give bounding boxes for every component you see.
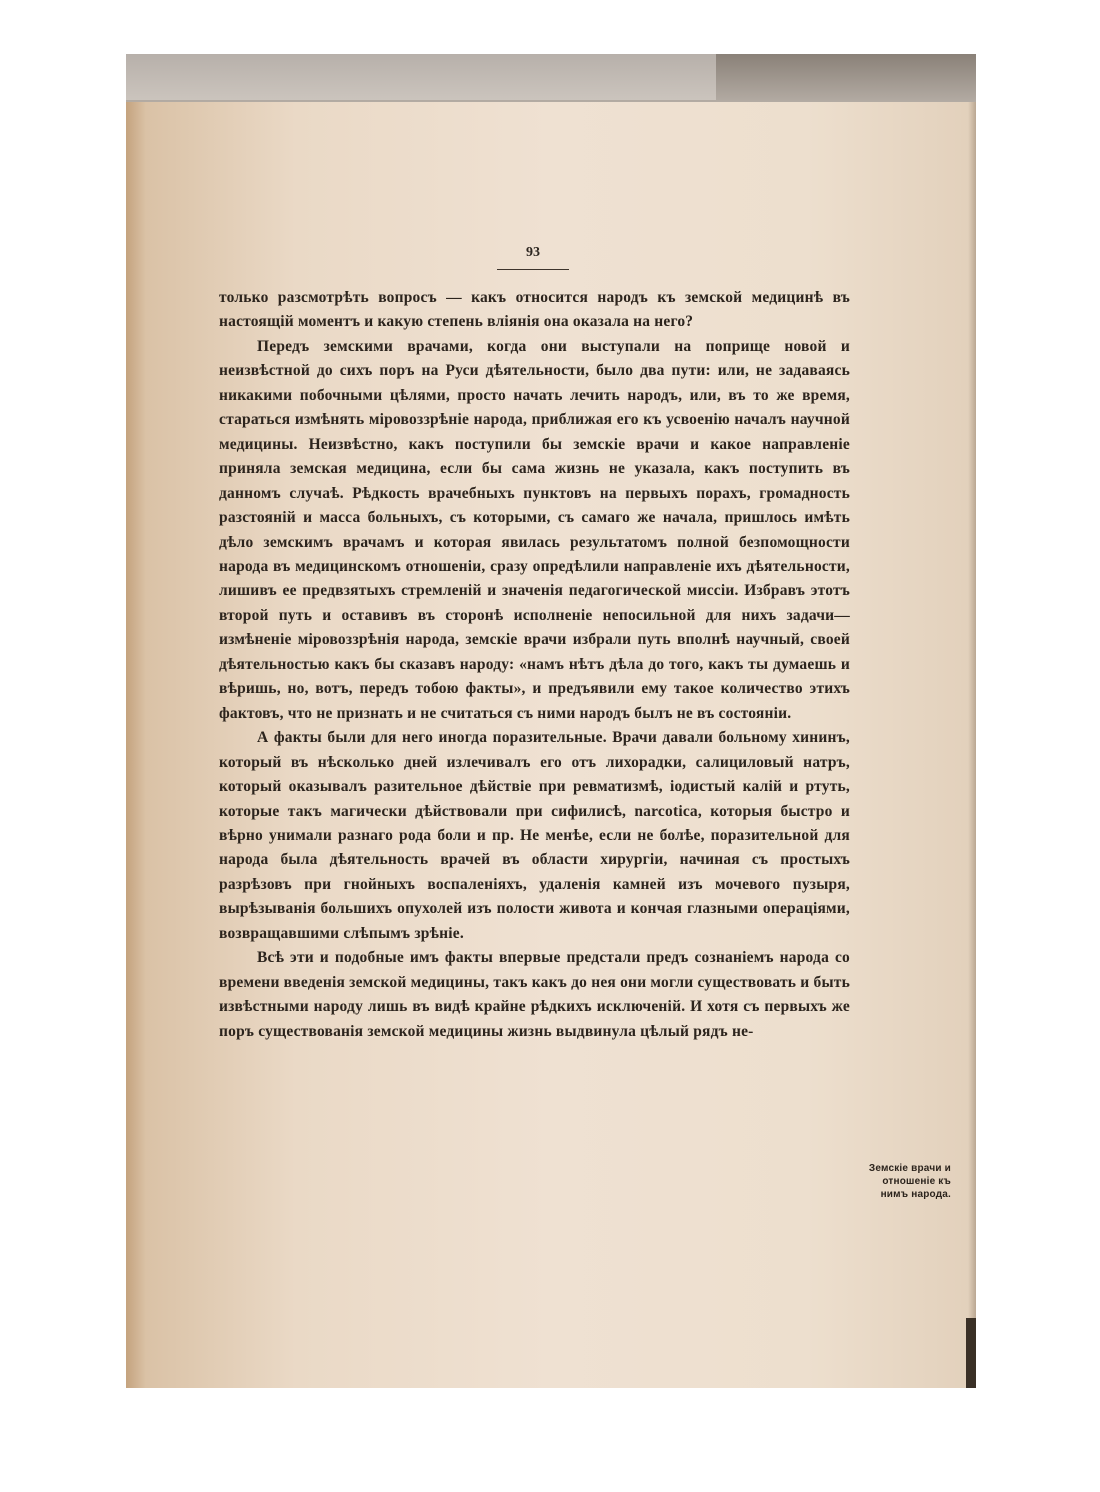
page-number: 93 xyxy=(526,245,540,260)
corner-shadow xyxy=(966,1318,976,1388)
margin-note: Земскіе врачи и отношеніе къ нимъ народа. xyxy=(868,1163,951,1200)
body-text xyxy=(219,286,850,1044)
page-number-rule xyxy=(497,269,569,270)
top-strip-highlight xyxy=(126,54,716,100)
binding-shadow xyxy=(126,102,146,1388)
paragraph-3: А факты были для него иногда поразительные. Врачи давали больному хининъ, который въ нѣсколько дней излечивалъ его отъ лихорадки, салициловый натръ, который оказывалъ разительное дѣйствіе при ревматизмѣ, іодистый калій и ртуть, которые такъ магически дѣйствовали при сифилисѣ, narcotica, которыя быстро и вѣрно унимали разнаго рода боли и пр. Не менѣе, если не болѣе, поразительной для народа была дѣятельность врачей въ области хирургіи, начиная съ простыхъ разрѣзовъ при гнойныхъ воспаленіяхъ, удаленія камней изъ мочевого пузыря, вырѣзыванія большихъ опухолей изъ полости живота и кончая глазными операціями, возвращавшими слѣпымъ зрѣніе. xyxy=(219,729,850,942)
paragraph-1: только разсмотрѣть вопросъ — какъ относится народъ къ земской медицинѣ въ настоящій моментъ и какую степень вліянія она оказала на него? xyxy=(219,289,850,331)
paragraph-4: Всѣ эти и подобные имъ факты впервые предстали предъ сознаніемъ народа со времени введенія земской медицины, такъ какъ до нея они могли существовать и быть извѣстными народу лишь въ видѣ крайне рѣдкихъ исключеній. И хотя съ первыхъ же поръ существованія земской медицины жизнь выдвинула цѣлый рядъ не- xyxy=(219,949,850,1040)
page-edge xyxy=(968,102,976,1388)
paragraph-2: Передъ земскими врачами, когда они выступали на поприще новой и неизвѣстной до сихъ поръ на Руси дѣятельности, было два пути: или, не задаваясь никакими побочными цѣлями, просто начать лечить народъ, или, въ то же время, стараться измѣнять міровоззрѣніе народа, приближая его къ усвоенію началъ научной медицины. Неизвѣстно, какъ поступили бы земскіе врачи и какое направленіе приняла земская медицина, если бы сама жизнь не указала, какъ поступить въ данномъ случаѣ. Рѣдкость врачебныхъ пунктовъ на первыхъ порахъ, громадность разстояній и масса больныхъ, съ которыми, съ самаго же начала, пришлось имѣть дѣло земскимъ врачамъ и которая явилась результатомъ полной безпомощности народа въ медицинскомъ отношеніи, сразу опредѣлили направленіе ихъ дѣятельности, лишивъ ее предвзятыхъ стремленій и значенія педагогической миссіи. Избравъ этотъ второй путь и оставивъ въ сторонѣ исполненіе непосильной для нихъ задачи— измѣненіе міровоззрѣнія народа, земскіе врачи избрали путь вполнѣ научный, своей дѣятельностью какъ бы сказавъ народу: «намъ нѣтъ дѣла до того, какъ ты думаешь и вѣришь, но, вотъ, передъ тобою факты», и предъявили ему такое количество этихъ фактовъ, что не признать и не считаться съ ними народъ былъ не въ состояніи. xyxy=(219,337,850,722)
